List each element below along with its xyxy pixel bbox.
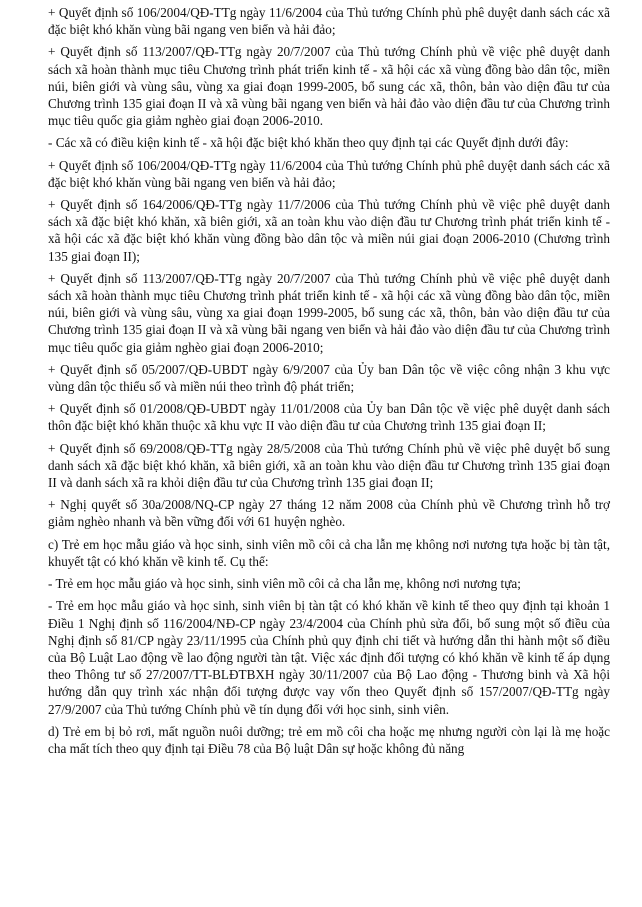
document-page bbox=[48, 4, 610, 762]
paragraph-decision-106-2004-a: + Quyết định số 106/2004/QĐ-TTg ngày 11/6/2004 của Thủ tướng Chính phủ phê duyệt danh sách các xã đặc biệt khó khăn vùng bãi ngang ven biển và hải đảo; bbox=[48, 5, 610, 38]
paragraph-orphans: - Trẻ em học mẫu giáo và học sinh, sinh viên mồ côi cả cha lẫn mẹ, không nơi nương tựa; bbox=[48, 576, 521, 592]
paragraph-decision-05-2007: + Quyết định số 05/2007/QĐ-UBDT ngày 6/9/2007 của Ủy ban Dân tộc về việc công nhận 3 khu vực vùng dân tộc thiểu số và miền núi theo trình độ phát triển; bbox=[48, 361, 610, 395]
paragraph-decision-113-2007-a: + Quyết định số 113/2007/QĐ-TTg ngày 20/7/2007 của Thủ tướng Chính phủ về việc phê duyệt danh sách xã hoàn thành mục tiêu Chương trình phát triển kinh tế - xã hội các xã vùng đồng bào dân tộc, miền núi, biên giới và vùng sâu, vùng xa giai đoạn 1999-2005, bổ sung các xã, thôn, bản vào diện đầu tư của Chương trình 135 giai đoạn II và xã vùng bãi ngang ven biển và hải đảo vào diện đầu tư của Chương trình mục tiêu quốc gia giảm nghèo giai đoạn 2006-2010. bbox=[48, 44, 610, 129]
paragraph-special-difficulty-communes: - Các xã có điều kiện kinh tế - xã hội đặc biệt khó khăn theo quy định tại các Quyết định dưới đây: bbox=[48, 135, 569, 151]
paragraph-section-c: c) Trẻ em học mẫu giáo và học sinh, sinh viên mồ côi cả cha lẫn mẹ không nơi nương tựa hoặc bị tàn tật, khuyết tật có khó khăn về kinh tế. Cụ thể: bbox=[48, 536, 610, 569]
paragraph-decision-106-2004-b: + Quyết định số 106/2004/QĐ-TTg ngày 11/6/2004 của Thủ tướng Chính phủ phê duyệt danh sách các xã đặc biệt khó khăn vùng bãi ngang ven biển và hải đảo; bbox=[48, 157, 610, 190]
paragraph-decision-113-2007-b: + Quyết định số 113/2007/QĐ-TTg ngày 20/7/2007 của Thủ tướng Chính phủ về việc phê duyệt danh sách xã hoàn thành mục tiêu Chương trình phát triển kinh tế - xã hội các xã vùng đồng bào dân tộc, miền núi, biên giới và vùng sâu, vùng xa giai đoạn 1999-2005, bổ sung các xã, thôn, bản vào diện đầu tư của Chương trình 135 giai đoạn II và xã vùng bãi ngang ven biển và hải đảo vào diện đầu tư của Chương trình mục tiêu quốc gia giảm nghèo giai đoạn 2006-2010; bbox=[48, 270, 610, 355]
paragraph-resolution-30a-2008: + Nghị quyết số 30a/2008/NQ-CP ngày 27 tháng 12 năm 2008 của Chính phủ về Chương trình hỗ trợ giảm nghèo nhanh và bền vững đối với 61 huyện nghèo. bbox=[48, 497, 610, 530]
paragraph-decision-01-2008: + Quyết định số 01/2008/QĐ-UBDT ngày 11/01/2008 của Ủy ban Dân tộc về việc phê duyệt danh sách thôn đặc biệt khó khăn thuộc xã khu vực II vào diện đầu tư của Chương trình 135 giai đoạn II; bbox=[48, 401, 610, 434]
paragraph-decision-164-2006: + Quyết định số 164/2006/QĐ-TTg ngày 11/7/2006 của Thủ tướng Chính phủ về việc phê duyệt danh sách xã đặc biệt khó khăn, xã biên giới, xã an toàn khu vào diện đầu tư Chương trình phát triển kinh tế - xã hội các xã đặc biệt khó khăn vùng đồng bào dân tộc và miền núi giai đoạn 2006-2010 (Chương trình 135 giai đoạn II); bbox=[48, 197, 610, 264]
paragraph-section-d: d) Trẻ em bị bỏ rơi, mất nguồn nuôi dưỡng; trẻ em mồ côi cha hoặc mẹ nhưng người còn lại là mẹ hoặc cha mất tích theo quy định tại Điều 78 của Bộ luật Dân sự hoặc không đủ năng bbox=[48, 723, 610, 756]
paragraph-decision-69-2008: + Quyết định số 69/2008/QĐ-TTg ngày 28/5/2008 của Thủ tướng Chính phủ về việc phê duyệt bổ sung danh sách xã đặc biệt khó khăn, xã biên giới, xã an toàn khu vào diện đầu tư Chương trình 135 giai đoạn II và danh sách xã ra khỏi diện đầu tư của Chương trình 135 giai đoạn II; bbox=[48, 440, 610, 491]
paragraph-disabled-students: - Trẻ em học mẫu giáo và học sinh, sinh viên bị tàn tật có khó khăn về kinh tế theo quy định tại khoản 1 Điều 1 Nghị định số 116/2004/NĐ-CP ngày 23/4/2004 của Chính phủ sửa đổi, bổ sung một số điều của Nghị định số 81/CP ngày 23/11/1995 của Chính phủ quy định chi tiết và hướng dẫn thi hành một số điều của Bộ Luật Lao động về lao động người tàn tật. Việc xác định đối tượng có khó khăn về kinh tế áp dụng theo Thông tư số 27/2007/TT-BLĐTBXH ngày 30/11/2007 của Bộ Lao động - Thương binh và Xã hội hướng dẫn quy trình xác nhận đối tượng được vay vốn theo Quyết định số 157/2007/QĐ-TTg ngày 27/9/2007 của Thủ tướng Chính phủ về tín dụng đối với học sinh, sinh viên. bbox=[48, 598, 610, 717]
